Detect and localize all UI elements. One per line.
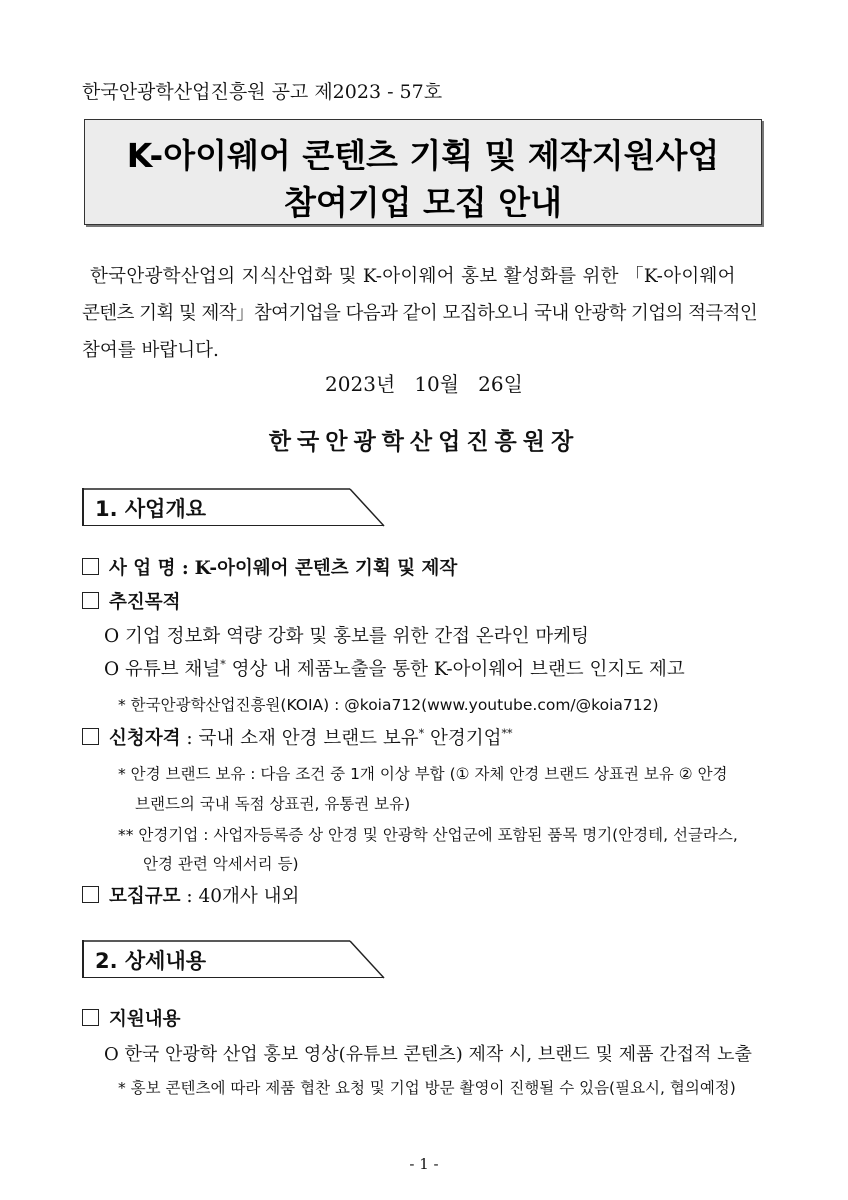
intro-line: 한국안광학산업의 지식산업화 및 K-아이웨어 홍보 활성화를 위한 「K-아이웨어: [90, 266, 736, 287]
announcement-date: 2023년 10월 26일: [325, 372, 523, 396]
title-box: [84, 119, 762, 225]
checkbox-square-icon: [82, 886, 99, 903]
document-title-line1: K-아이웨어 콘텐츠 기획 및 제작지원사업: [126, 136, 720, 175]
intro-line: 콘텐츠 기획 및 제작」참여기업을 다음과 같이 모집하오니 국내 안광학 기업의 적극적인: [82, 303, 758, 324]
intro-line: 참여를 바랍니다.: [82, 340, 219, 361]
scale-row: 모집규모 : 40개사 내외: [82, 882, 299, 908]
purpose-item: O 유튜브 채널* 영상 내 제품노출을 통한 K-아이웨어 브랜드 인지도 제고: [104, 657, 685, 680]
purpose-item: O 기업 정보화 역량 강화 및 홍보를 위한 간접 온라인 마케팅: [104, 626, 590, 647]
eligibility-row: 신청자격 : 국내 소재 안경 브랜드 보유* 안경기업**: [82, 724, 512, 750]
support-note: * 홍보 콘텐츠에 따라 제품 협찬 요청 및 기업 방문 촬영이 진행될 수 있음(필요시, 협의예정): [118, 1079, 736, 1097]
checkbox-square-icon: [82, 558, 99, 575]
section-title: 1. 사업개요: [95, 497, 207, 521]
eligibility-note: 안경 관련 악세서리 등): [143, 855, 299, 873]
checkbox-square-icon: [82, 1009, 99, 1026]
checkbox-square-icon: [82, 728, 99, 745]
eligibility-note: ** 안경기업 : 사업자등록증 상 안경 및 안광학 산업군에 포함된 품목 명기(안경테, 선글라스,: [118, 826, 738, 844]
eligibility-note: * 안경 브랜드 보유 : 다음 조건 중 1개 이상 부합 (① 자체 안경 브랜드 상표권 보유 ② 안경: [118, 765, 728, 783]
support-item: O 한국 안광학 산업 홍보 영상(유튜브 콘텐츠) 제작 시, 브랜드 및 제품 간접적 노출: [104, 1044, 752, 1065]
section-title: 2. 상세내용: [95, 949, 207, 973]
page-number: - 1 -: [409, 1155, 439, 1173]
purpose-note: * 한국안광학산업진흥원(KOIA) : @koia712(www.youtube.com/@koia712): [118, 696, 659, 714]
purpose-row: 추진목적: [82, 588, 180, 614]
project-name-row: 사 업 명 : K-아이웨어 콘텐츠 기획 및 제작: [82, 554, 457, 580]
document-title-line2: 참여기업 모집 안내: [283, 183, 562, 222]
checkbox-square-icon: [82, 592, 99, 609]
eligibility-note: 브랜드의 국내 독점 상표권, 유통권 보유): [135, 795, 411, 813]
notice-number: 한국안광학산업진흥원 공고 제2023 - 57호: [82, 81, 443, 103]
intro-paragraph: [82, 258, 787, 369]
support-row: 지원내용: [82, 1005, 180, 1031]
issuer-name: 한국안광학산업진흥원장: [268, 428, 580, 455]
